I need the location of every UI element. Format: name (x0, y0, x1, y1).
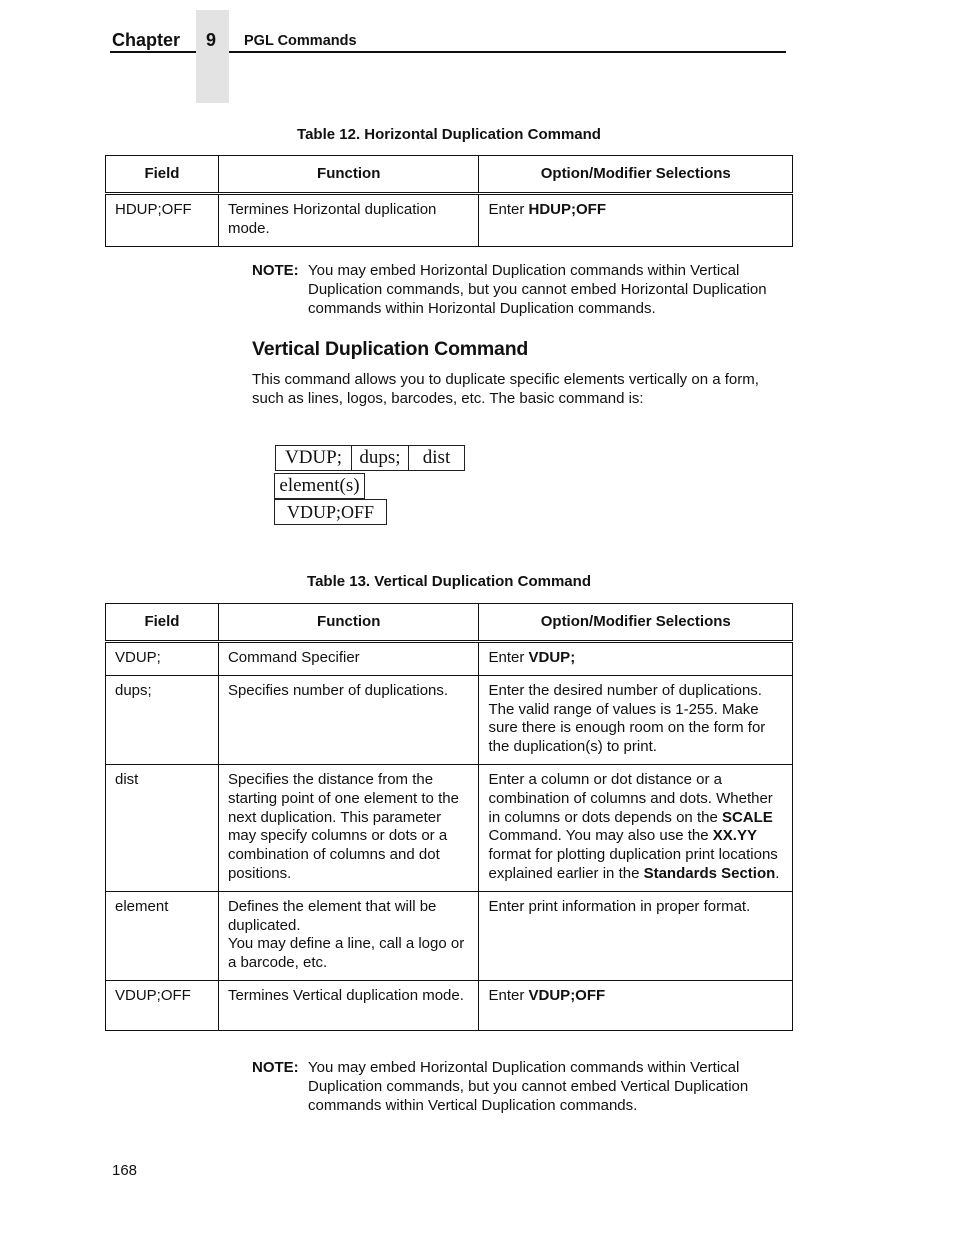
chapter-tab (196, 10, 229, 103)
option-text: . (775, 864, 780, 882)
cell-field: element (106, 891, 219, 980)
note-label: NOTE: (252, 262, 299, 279)
page-number: 168 (112, 1162, 138, 1179)
syntax-vdup: VDUP; (275, 445, 352, 471)
column-header-options: Option/Modifier Selections (479, 604, 793, 642)
table12-caption: Table 12. Horizontal Duplication Command (297, 126, 601, 143)
chapter-title: PGL Commands (244, 33, 357, 49)
table13-caption: Table 13. Vertical Duplication Command (307, 573, 591, 590)
table12-header-row (106, 156, 793, 194)
syntax-dups: dups; (351, 445, 409, 471)
cell-option (479, 642, 793, 676)
syntax-dist: dist (408, 445, 465, 471)
option-text: format for plotting duplication print locations explained earlier in the (488, 846, 778, 882)
table13-header-row (106, 604, 793, 642)
table-row (106, 764, 793, 891)
cell-option: Enter the desired number of duplications. The valid range of values is 1-255. Make sure there is enough room on the form for the duplication(s) to print. (479, 675, 793, 764)
option-command: VDUP; (528, 649, 576, 666)
option-command: VDUP;OFF (528, 986, 606, 1004)
option-prefix: Enter (488, 201, 529, 218)
option-bold: XX.YY (712, 827, 757, 845)
table13 (105, 603, 793, 1031)
column-header-field: Field (106, 156, 219, 194)
column-header-options: Option/Modifier Selections (479, 156, 793, 194)
syntax-vdup-off: VDUP;OFF (274, 499, 387, 525)
option-bold: Standards Section (643, 864, 776, 882)
table-row (106, 194, 793, 247)
function-line: Defines the element that will be duplicated. (227, 897, 437, 934)
table12 (105, 155, 793, 247)
chapter-number: 9 (206, 30, 217, 50)
cell-field: HDUP;OFF (106, 194, 219, 247)
cell-function: Termines Horizontal duplication mode. (218, 194, 479, 247)
cell-function: Command Specifier (218, 642, 479, 676)
cell-option: Enter print information in proper format. (479, 891, 793, 980)
cell-option (479, 764, 793, 891)
cell-field: VDUP;OFF (106, 980, 219, 1030)
header-rule-left (110, 51, 196, 53)
option-prefix: Enter (488, 649, 529, 666)
chapter-label: Chapter (112, 30, 181, 50)
table-row (106, 980, 793, 1030)
cell-field: VDUP; (106, 642, 219, 676)
cell-function: Specifies number of duplications. (218, 675, 479, 764)
section-intro: This command allows you to duplicate specific elements vertically on a form, such as lines, logos, barcodes, etc. The basic command is: (252, 371, 759, 407)
cell-option (479, 980, 793, 1030)
column-header-field: Field (106, 604, 219, 642)
column-header-function: Function (218, 156, 479, 194)
cell-option (479, 194, 793, 247)
option-command: HDUP;OFF (528, 201, 607, 218)
note-label: NOTE: (252, 1059, 299, 1076)
table-row (106, 891, 793, 980)
option-bold: SCALE (721, 808, 773, 826)
column-header-function: Function (218, 604, 479, 642)
option-text: Command. You may also use the (488, 827, 713, 845)
cell-function (218, 891, 479, 980)
option-prefix: Enter (488, 986, 529, 1004)
section-heading: Vertical Duplication Command (252, 338, 529, 360)
note-text: You may embed Horizontal Duplication commands within Vertical Duplication commands, but you cannot embed Vertical Duplication commands within Vertical Duplication commands. (308, 1059, 749, 1114)
table-row (106, 675, 793, 764)
table-row (106, 642, 793, 676)
header-rule-right (229, 51, 786, 53)
note-text: You may embed Horizontal Duplication commands within Vertical Duplication commands, but you cannot embed Horizontal Duplication commands within Horizontal Duplication commands. (308, 262, 767, 317)
cell-function: Specifies the distance from the starting point of one element to the next duplication. This parameter may specify columns or dots or a combination of columns and dot positions. (218, 764, 479, 891)
syntax-elements: element(s) (274, 473, 365, 499)
cell-function: Termines Vertical duplication mode. (218, 980, 479, 1030)
cell-field: dups; (106, 675, 219, 764)
function-line: You may define a line, call a logo or a barcode, etc. (227, 935, 465, 972)
cell-field: dist (106, 764, 219, 891)
option-text: Enter a column or dot distance or a combination of columns and dots. Whether in columns or dots depends on the (488, 770, 773, 826)
